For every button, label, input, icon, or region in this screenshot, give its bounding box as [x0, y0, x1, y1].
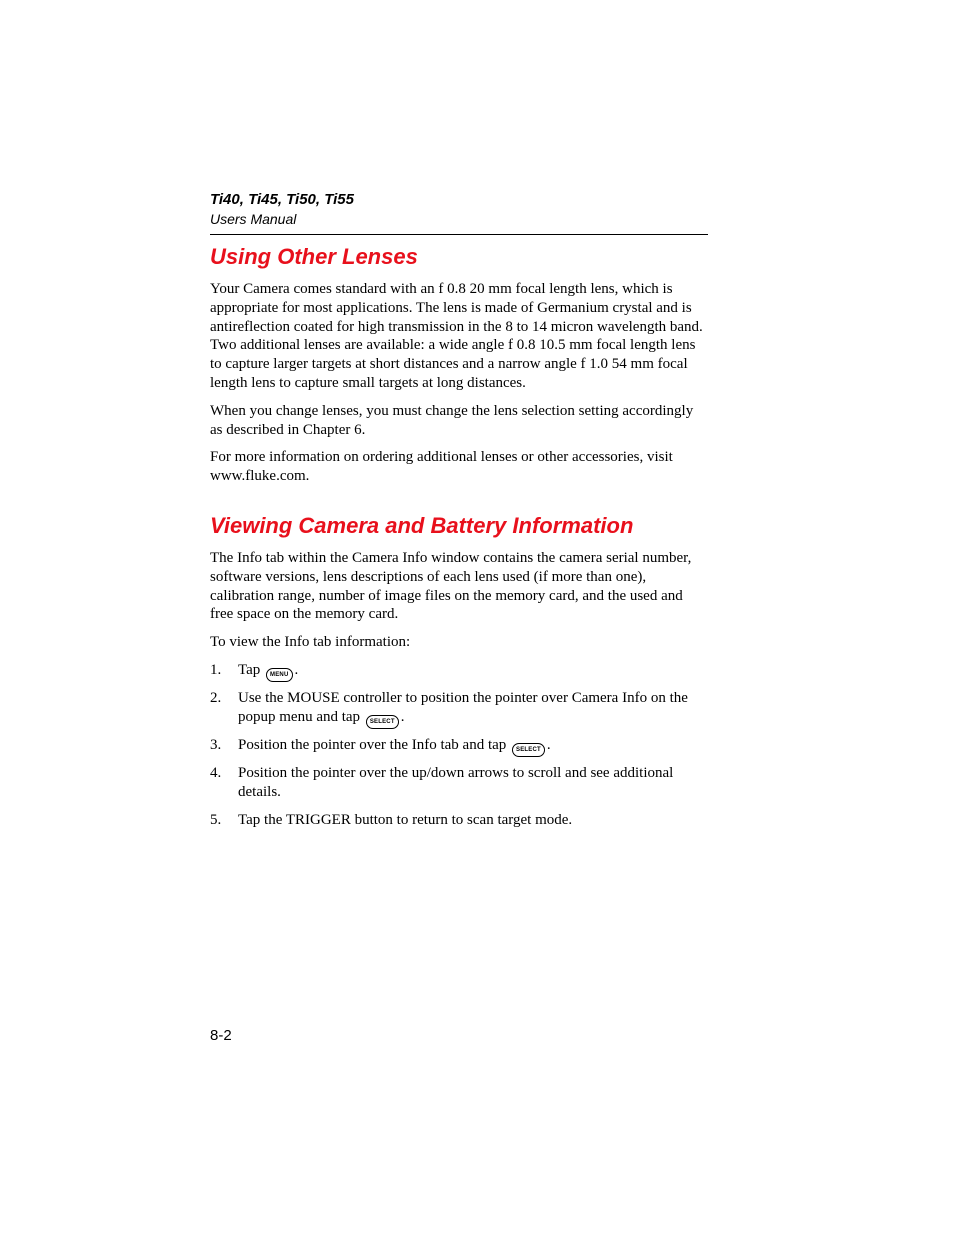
step-number: 4.	[210, 765, 222, 781]
step-text: Use the MOUSE controller to position the pointer over Camera Info on the popup menu and tap	[238, 690, 688, 725]
section-heading-camera-info: Viewing Camera and Battery Information	[210, 513, 634, 538]
info-paragraph-2: To view the Info tab information:	[210, 634, 411, 650]
menu-key-icon: MENU	[266, 668, 292, 682]
header-rule	[210, 234, 708, 235]
lenses-paragraph-1: Your Camera comes standard with an f 0.8 20 mm focal length lens, which is appropriate for most applications. The lens is made of Germanium crystal and is antireflection coated for high transmission in the 8 to 14 micron wavelength band. Two additional lenses are available: a wide angle f 0.8 10.5 mm focal length lens to capture larger targets at short distances and a narrow angle f 1.0 54 mm focal length lens to capture small targets at long distances.	[210, 281, 703, 391]
step-number: 5.	[210, 812, 222, 828]
step-number: 2.	[210, 690, 222, 706]
info-paragraph-1: The Info tab within the Camera Info window contains the camera serial number, software versions, lens descriptions of each lens used (if more than one), calibration range, number of image files on the memory card, and the used and free space on the memory card.	[210, 550, 692, 623]
manual-subtitle: Users Manual	[210, 211, 297, 227]
lenses-paragraph-2: When you change lenses, you must change the lens selection setting accordingly as described in Chapter 6.	[210, 403, 694, 438]
step-text: Position the pointer over the up/down arrows to scroll and see additional details.	[238, 765, 674, 800]
step-text: Position the pointer over the Info tab and tap	[238, 737, 507, 753]
step-number: 3.	[210, 737, 222, 753]
lenses-paragraph-3: For more information on ordering additional lenses or other accessories, visit www.fluke.com.	[210, 449, 673, 484]
select-key-icon: SELECT	[366, 715, 399, 729]
step-text: Tap	[238, 662, 261, 678]
step-number: 1.	[210, 662, 222, 678]
manual-model-title: Ti40, Ti45, Ti50, Ti55	[210, 191, 354, 208]
step-text: Tap the TRIGGER button to return to scan target mode.	[238, 812, 573, 828]
select-key-icon: SELECT	[512, 743, 545, 757]
section-heading-lenses: Using Other Lenses	[210, 244, 418, 269]
page-number: 8-2	[210, 1027, 232, 1044]
